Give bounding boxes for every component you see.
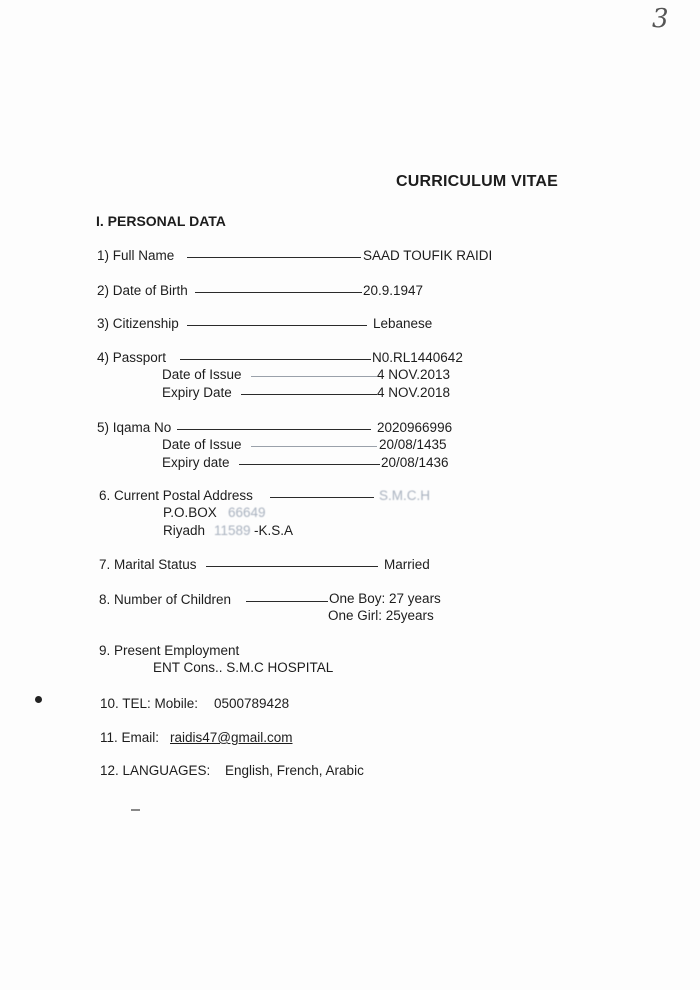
leader-line xyxy=(187,325,367,326)
leader-line xyxy=(195,292,362,293)
leader-line xyxy=(270,497,374,498)
leader-line xyxy=(187,257,361,258)
passport-value: N0.RL1440642 xyxy=(372,350,463,365)
postal-address-label: 6. Current Postal Address xyxy=(99,488,253,503)
leader-line xyxy=(177,429,371,430)
city-label: Riyadh xyxy=(163,523,206,538)
margin-dot-mark xyxy=(35,696,42,703)
tel-label: 10. TEL: Mobile: xyxy=(100,696,199,711)
leader-line xyxy=(246,601,328,602)
children-label: 8. Number of Children xyxy=(99,592,232,607)
marital-label: 7. Marital Status xyxy=(99,557,197,572)
employment-label: 9. Present Employment xyxy=(99,643,240,658)
pobox-label: P.O.BOX xyxy=(163,505,217,520)
iqama-expiry-value: 20/08/1436 xyxy=(381,455,449,470)
passport-issue-value: 4 NOV.2013 xyxy=(377,367,451,382)
email-link[interactable]: raidis47@gmail.com xyxy=(170,730,293,745)
leader-line xyxy=(251,376,377,377)
passport-issue-label: Date of Issue xyxy=(162,367,242,382)
pobox-value: 66649 xyxy=(228,505,266,520)
iqama-expiry-label: Expiry date xyxy=(162,455,230,470)
iqama-issue-value: 20/08/1435 xyxy=(379,437,447,452)
dob-label: 2) Date of Birth xyxy=(97,283,188,298)
citizenship-value: Lebanese xyxy=(373,316,433,331)
city-postcode: 11589 xyxy=(214,523,251,538)
email-label: 11. Email: xyxy=(100,730,160,745)
city-country: -K.S.A xyxy=(254,523,294,538)
page-number: 3 xyxy=(652,4,669,34)
languages-label: 12. LANGUAGES: xyxy=(100,763,211,778)
children-value-2: One Girl: 25years xyxy=(328,608,434,623)
languages-value: English, French, Arabic xyxy=(225,763,364,778)
marital-value: Married xyxy=(384,557,430,572)
iqama-value: 2020966996 xyxy=(377,420,453,435)
full-name-value: SAAD TOUFIK RAIDI xyxy=(363,248,493,263)
children-value-1: One Boy: 27 years xyxy=(329,591,441,606)
iqama-label: 5) Iqama No xyxy=(97,420,172,435)
leader-line xyxy=(180,359,371,360)
document-title: CURRICULUM VITAE xyxy=(396,173,559,190)
postal-address-value: S.M.C.H xyxy=(379,488,431,503)
leader-line xyxy=(241,394,377,395)
leader-line xyxy=(206,566,378,567)
passport-expiry-value: 4 NOV.2018 xyxy=(377,385,451,400)
dob-value: 20.9.1947 xyxy=(363,283,424,298)
iqama-issue-label: Date of Issue xyxy=(162,437,242,452)
leader-line xyxy=(239,464,380,465)
leader-line xyxy=(251,446,377,447)
scan-smudge xyxy=(131,809,140,811)
passport-expiry-label: Expiry Date xyxy=(162,385,232,400)
full-name-label: 1) Full Name xyxy=(97,248,175,263)
tel-value: 0500789428 xyxy=(214,696,290,711)
section-heading: I. PERSONAL DATA xyxy=(96,213,226,229)
passport-label: 4) Passport xyxy=(97,350,167,365)
citizenship-label: 3) Citizenship xyxy=(97,316,179,331)
employment-value: ENT Cons.. S.M.C HOSPITAL xyxy=(153,660,334,675)
